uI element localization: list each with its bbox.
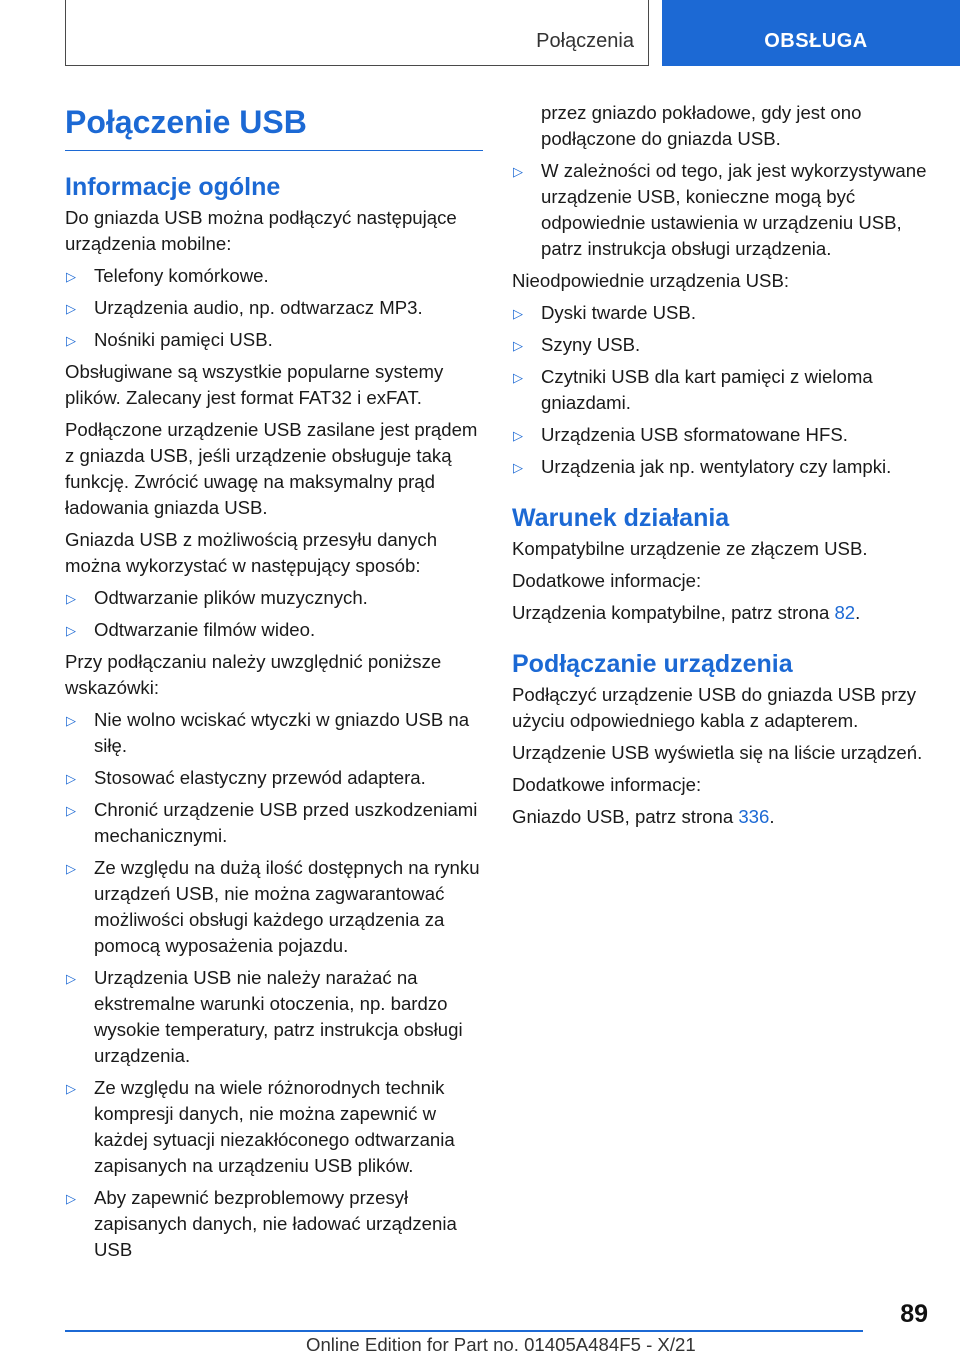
bullet-triangle-icon: ▷ bbox=[66, 301, 76, 316]
page-title: Połączenie USB bbox=[65, 100, 483, 151]
paragraph-text: Urządzenia kompatybilne, patrz strona bbox=[512, 602, 835, 623]
list-item-text: Urządzenia USB sformatowane HFS. bbox=[541, 424, 848, 445]
list-item-text: Urządzenia USB nie należy narażać na ekstremalne warunki otoczenia, np. bardzo wysokie temperatury, patrz instrukcja obsługi urządzenia. bbox=[94, 967, 463, 1066]
header-chapter-label: OBSŁUGA bbox=[764, 30, 868, 52]
paragraph bbox=[512, 600, 932, 626]
bullet-triangle-icon: ▷ bbox=[66, 623, 76, 638]
bullet-triangle-icon: ▷ bbox=[66, 771, 76, 786]
footer-divider bbox=[65, 1330, 863, 1332]
list-item bbox=[65, 965, 483, 1069]
paragraph: Dodatkowe informacje: bbox=[512, 570, 702, 591]
bullet-triangle-icon: ▷ bbox=[66, 713, 76, 728]
paragraph: Podłączyć urządzenie USB do gniazda USB przy użyciu odpowiedniego kabla z adapterem. bbox=[512, 684, 917, 731]
paragraph-end: . bbox=[855, 602, 861, 623]
paragraph: Dodatkowe informacje: bbox=[512, 774, 702, 795]
right-column bbox=[512, 100, 932, 836]
list-item-text: przez gniazdo pokładowe, gdy jest ono podłączone do gniazda USB. bbox=[541, 102, 862, 149]
list-item-text: Odtwarzanie filmów wideo. bbox=[94, 619, 316, 640]
list-item bbox=[65, 707, 483, 759]
list-item-text: Dyski twarde USB. bbox=[541, 302, 696, 323]
paragraph-text: Gniazdo USB, patrz strona bbox=[512, 806, 739, 827]
bullet-list-continuation bbox=[512, 100, 932, 152]
bullet-list bbox=[512, 158, 932, 262]
list-item bbox=[65, 1185, 483, 1263]
page-number: 89 bbox=[900, 1300, 928, 1328]
paragraph bbox=[512, 804, 932, 830]
bullet-triangle-icon: ▷ bbox=[513, 428, 523, 443]
page-reference-link[interactable]: 82 bbox=[834, 602, 856, 623]
list-item bbox=[512, 332, 932, 358]
list-item-text: Czytniki USB dla kart pamięci z wieloma gniazdami. bbox=[541, 366, 873, 413]
bullet-list bbox=[65, 585, 483, 643]
header-chapter-tab[interactable] bbox=[662, 0, 960, 66]
list-item-text: Stosować elastyczny przewód adaptera. bbox=[94, 767, 426, 788]
bullet-triangle-icon: ▷ bbox=[66, 269, 76, 284]
paragraph-end: . bbox=[769, 806, 775, 827]
bullet-triangle-icon: ▷ bbox=[66, 1081, 76, 1096]
paragraph: Obsługiwane są wszystkie popularne systemy plików. Zalecany jest format FAT32 i exFAT. bbox=[65, 361, 444, 408]
bullet-list bbox=[65, 707, 483, 1263]
bullet-triangle-icon: ▷ bbox=[513, 370, 523, 385]
list-item bbox=[65, 295, 483, 321]
paragraph: Podłączone urządzenie USB zasilane jest prądem z gniazda USB, jeśli urządzenie obsługuje taką funkcję. Zwrócić uwagę na maksymalny prąd ładowania gniazda USB. bbox=[65, 419, 478, 518]
list-item-text: Telefony komórkowe. bbox=[94, 265, 269, 286]
paragraph: Nieodpowiednie urządzenia USB: bbox=[512, 270, 790, 291]
list-item bbox=[65, 585, 483, 611]
bullet-triangle-icon: ▷ bbox=[513, 460, 523, 475]
list-item bbox=[65, 327, 483, 353]
list-item-text: Aby zapewnić bezproblemowy przesył zapisanych danych, nie ładować urządzenia USB bbox=[94, 1187, 457, 1260]
paragraph: Urządzenie USB wyświetla się na liście urządzeń. bbox=[512, 742, 923, 763]
list-item-text: Ze względu na dużą ilość dostępnych na rynku urządzeń USB, nie można zagwarantować możliwości obsługi każdego urządzenia za pomocą wyposażenia pojazdu. bbox=[94, 857, 480, 956]
bullet-triangle-icon: ▷ bbox=[513, 306, 523, 321]
list-item bbox=[512, 454, 932, 480]
list-item bbox=[512, 422, 932, 448]
bullet-triangle-icon: ▷ bbox=[66, 333, 76, 348]
section-title-general: Informacje ogólne bbox=[65, 173, 281, 201]
bullet-triangle-icon: ▷ bbox=[66, 591, 76, 606]
list-item-text: Urządzenia jak np. wentylatory czy lampki. bbox=[541, 456, 892, 477]
bullet-triangle-icon: ▷ bbox=[66, 861, 76, 876]
paragraph: Do gniazda USB można podłączyć następujące urządzenia mobilne: bbox=[65, 207, 457, 254]
list-item bbox=[65, 797, 483, 849]
list-item bbox=[65, 1075, 483, 1179]
list-item bbox=[65, 765, 483, 791]
list-item bbox=[512, 158, 932, 262]
list-item bbox=[512, 300, 932, 326]
bullet-list bbox=[65, 263, 483, 353]
section-title-connecting: Podłączanie urządzenia bbox=[512, 650, 793, 678]
list-item bbox=[65, 263, 483, 289]
paragraph: Kompatybilne urządzenie ze złączem USB. bbox=[512, 538, 868, 559]
page-reference-link[interactable]: 336 bbox=[738, 806, 770, 827]
list-item-text: Nośniki pamięci USB. bbox=[94, 329, 273, 350]
section-title-requirement: Warunek działania bbox=[512, 504, 730, 532]
list-item-text: Urządzenia audio, np. odtwarzacz MP3. bbox=[94, 297, 423, 318]
bullet-triangle-icon: ▷ bbox=[513, 164, 523, 179]
list-item bbox=[65, 855, 483, 959]
list-item-text: Szyny USB. bbox=[541, 334, 641, 355]
header-frame bbox=[65, 0, 649, 66]
bullet-triangle-icon: ▷ bbox=[513, 338, 523, 353]
bullet-triangle-icon: ▷ bbox=[66, 971, 76, 986]
list-item bbox=[65, 617, 483, 643]
paragraph: Przy podłączaniu należy uwzględnić poniższe wskazówki: bbox=[65, 651, 442, 698]
list-item bbox=[512, 100, 932, 152]
list-item-text: Ze względu na wiele różnorodnych technik kompresji danych, nie można zapewnić w każdej sytuacji niezakłóconego odtwarzania zapisanych na urządzeniu USB plików. bbox=[94, 1077, 455, 1176]
list-item-text: Nie wolno wciskać wtyczki w gniazdo USB na siłę. bbox=[94, 709, 470, 756]
bullet-triangle-icon: ▷ bbox=[66, 803, 76, 818]
left-column bbox=[65, 100, 483, 1269]
list-item-text: W zależności od tego, jak jest wykorzystywane urządzenie USB, konieczne mogą być odpowiednie ustawienia w urządzeniu USB, patrz instrukcja obsługi urządzenia. bbox=[541, 160, 927, 259]
list-item-text: Chronić urządzenie USB przed uszkodzeniami mechanicznymi. bbox=[94, 799, 478, 846]
bullet-triangle-icon: ▷ bbox=[66, 1191, 76, 1206]
bullet-list bbox=[512, 300, 932, 480]
header-section-title: Połączenia bbox=[536, 30, 634, 52]
list-item bbox=[512, 364, 932, 416]
footer-edition: Online Edition for Part no. 01405A484F5 - X/21 bbox=[306, 1334, 696, 1355]
list-item-text: Odtwarzanie plików muzycznych. bbox=[94, 587, 368, 608]
paragraph: Gniazda USB z możliwością przesyłu danych można wykorzystać w następujący sposób: bbox=[65, 529, 438, 576]
